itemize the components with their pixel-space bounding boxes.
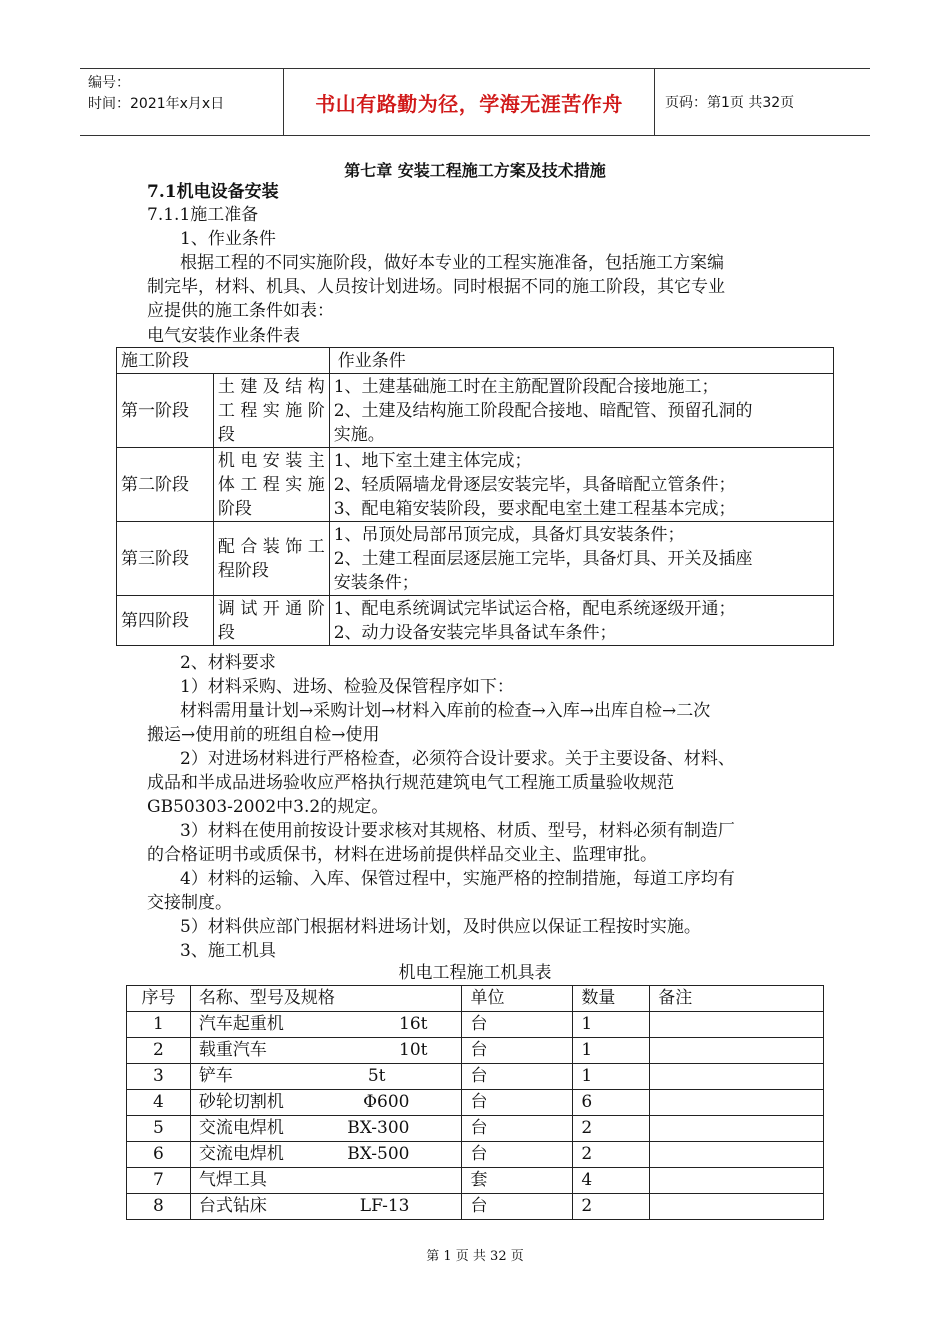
row-spec: 16t	[399, 1014, 428, 1034]
header-note: 备注	[650, 986, 824, 1012]
condition-line: 实施。	[333, 425, 385, 445]
phase-cell	[213, 374, 329, 448]
stage-cell: 第二阶段	[117, 448, 214, 522]
row-spec: BX-300	[347, 1118, 410, 1138]
row-name: 砂轮切割机	[198, 1092, 284, 1112]
header-no: 序号	[127, 986, 191, 1012]
paragraph-line: 的合格证明书或质保书，材料在进场前提供样品交业主、监理审批。	[147, 845, 657, 865]
phase-cell	[213, 448, 329, 522]
row-name: 载重汽车	[198, 1040, 267, 1060]
row-no: 8	[127, 1194, 191, 1220]
condition-line: 3、配电箱安装阶段，要求配电室土建工程基本完成；	[333, 499, 736, 519]
row-note	[650, 1038, 824, 1064]
row-name-spec	[190, 1012, 462, 1038]
paragraph-line: 制完毕，材料、机具、人员按计划进场。同时根据不同的施工阶段，其它专业	[147, 277, 725, 297]
row-spec: 5t	[367, 1066, 386, 1086]
work-conditions-heading: 1、作业条件	[180, 229, 276, 249]
row-name-spec	[190, 1168, 462, 1194]
row-no: 4	[127, 1090, 191, 1116]
chapter-title: 第七章 安装工程施工方案及技术措施	[344, 161, 606, 180]
row-unit: 台	[462, 1116, 573, 1142]
table-row	[127, 1012, 824, 1038]
phase-line: 阶段	[217, 499, 252, 519]
row-name-spec	[190, 1116, 462, 1142]
paragraph-line: 1）材料采购、进场、检验及保管程序如下：	[180, 677, 514, 697]
row-name: 汽车起重机	[198, 1014, 284, 1034]
header-motto: 书山有路勤为径，学海无涯苦作舟	[315, 91, 623, 116]
row-qty: 1	[573, 1038, 650, 1064]
paragraph-line: 交接制度。	[147, 893, 232, 913]
paragraph-line: 成品和半成品进场验收应严格执行规范建筑电气工程施工质量验收规范	[147, 773, 674, 793]
page-header	[80, 68, 870, 136]
row-no: 3	[127, 1064, 191, 1090]
table-header-row	[117, 348, 834, 374]
table-row	[127, 1168, 824, 1194]
stage-cell: 第四阶段	[117, 596, 214, 646]
phase-line: 调试开通阶	[217, 599, 325, 619]
materials-heading: 2、材料要求	[180, 653, 276, 673]
stage-cell: 第一阶段	[117, 374, 214, 448]
row-qty: 2	[573, 1194, 650, 1220]
table-row	[127, 1064, 824, 1090]
paragraph-line: 应提供的施工条件如表：	[147, 301, 334, 321]
phase-line: 体工程实施	[217, 475, 325, 495]
table-row	[127, 1194, 824, 1220]
row-qty: 2	[573, 1142, 650, 1168]
subsection-title: 7.1.1施工准备	[147, 205, 259, 225]
table-row	[117, 596, 834, 646]
conditions-cell	[329, 596, 833, 646]
phase-line: 土建及结构	[217, 377, 325, 397]
stage-cell: 第三阶段	[117, 522, 214, 596]
header-qty: 数量	[573, 986, 650, 1012]
phase-line: 段	[217, 623, 235, 643]
row-unit: 台	[462, 1064, 573, 1090]
condition-line: 2、轻质隔墙龙骨逐层安装完毕，具备暗配立管条件；	[333, 475, 736, 495]
page-footer: 第 1 页 共 32 页	[426, 1249, 524, 1264]
phase-line: 配合装饰工	[217, 537, 325, 557]
phase-cell	[213, 522, 329, 596]
paragraph-line: 根据工程的不同实施阶段，做好本专业的工程实施准备，包括施工方案编	[180, 253, 724, 273]
header-conditions: 作业条件	[329, 348, 833, 374]
row-name-spec	[190, 1194, 462, 1220]
header-stage: 施工阶段	[117, 348, 330, 374]
row-name: 铲车	[198, 1066, 233, 1086]
row-qty: 6	[573, 1090, 650, 1116]
row-no: 2	[127, 1038, 191, 1064]
table-row	[127, 1142, 824, 1168]
row-name-spec	[190, 1090, 462, 1116]
row-name-spec	[190, 1038, 462, 1064]
row-spec: LF-13	[359, 1196, 410, 1216]
header-page-info: 页码：第1页 共32页	[665, 95, 795, 111]
row-spec: BX-500	[347, 1144, 410, 1164]
row-unit: 台	[462, 1090, 573, 1116]
tools-heading: 3、施工机具	[180, 941, 276, 961]
row-unit: 台	[462, 1194, 573, 1220]
header-meta	[80, 69, 283, 135]
row-name: 交流电焊机	[198, 1144, 284, 1164]
conditions-cell	[329, 374, 833, 448]
condition-line: 1、土建基础施工时在主筋配置阶段配合接地施工；	[333, 377, 719, 397]
section-title: 7.1机电设备安装	[147, 182, 279, 202]
row-no: 1	[127, 1012, 191, 1038]
tools-table-title: 机电工程施工机具表	[398, 963, 552, 983]
row-no: 7	[127, 1168, 191, 1194]
row-name-spec	[190, 1064, 462, 1090]
row-note	[650, 1012, 824, 1038]
table-row	[127, 1116, 824, 1142]
condition-line: 1、配电系统调试完毕试运合格，配电系统逐级开通；	[333, 599, 736, 619]
paragraph-line: 5）材料供应部门根据材料进场计划，及时供应以保证工程按时实施。	[180, 917, 701, 937]
row-qty: 2	[573, 1116, 650, 1142]
condition-line: 1、地下室土建主体完成；	[333, 451, 532, 471]
row-qty: 1	[573, 1012, 650, 1038]
paragraph-line: GB50303-2002中3.2的规定。	[147, 797, 389, 817]
paragraph-line: 2）对进场材料进行严格检查，必须符合设计要求。关于主要设备、材料、	[180, 749, 735, 769]
paragraph-line: 3）材料在使用前按设计要求核对其规格、材质、型号，材料必须有制造厂	[180, 821, 735, 841]
table-row	[117, 522, 834, 596]
row-name: 气焊工具	[198, 1170, 267, 1190]
header-motto-cell	[283, 69, 655, 135]
row-qty: 4	[573, 1168, 650, 1194]
tools-table	[126, 985, 824, 1220]
row-note	[650, 1116, 824, 1142]
row-note	[650, 1168, 824, 1194]
header-unit: 单位	[462, 986, 573, 1012]
phase-line: 程阶段	[217, 561, 269, 581]
row-note	[650, 1194, 824, 1220]
table1-caption: 电气安装作业条件表	[147, 326, 300, 346]
row-no: 5	[127, 1116, 191, 1142]
row-unit: 套	[462, 1168, 573, 1194]
header-name: 名称、型号及规格	[190, 986, 462, 1012]
table-header-row	[127, 986, 824, 1012]
row-name: 交流电焊机	[198, 1118, 284, 1138]
condition-line: 2、土建及结构施工阶段配合接地、暗配管、预留孔洞的	[333, 401, 753, 421]
row-spec: Φ600	[363, 1092, 410, 1112]
phase-line: 工程实施阶	[217, 401, 325, 421]
paragraph-line: 4）材料的运输、入库、保管过程中，实施严格的控制措施，每道工序均有	[180, 869, 735, 889]
electrical-conditions-table	[116, 347, 834, 646]
conditions-cell	[329, 448, 833, 522]
row-no: 6	[127, 1142, 191, 1168]
table-row	[117, 448, 834, 522]
condition-line: 安装条件；	[333, 573, 419, 593]
condition-line: 1、吊顶处局部吊顶完成，具备灯具安装条件；	[333, 525, 685, 545]
document-number-label: 编号：	[88, 75, 130, 91]
row-spec: 10t	[399, 1040, 428, 1060]
table-row	[117, 374, 834, 448]
row-note	[650, 1090, 824, 1116]
conditions-cell	[329, 522, 833, 596]
row-note	[650, 1142, 824, 1168]
phase-line: 段	[217, 425, 235, 445]
phase-line: 机电安装主	[217, 451, 325, 471]
table-row	[127, 1038, 824, 1064]
table-row	[127, 1090, 824, 1116]
row-note	[650, 1064, 824, 1090]
row-unit: 台	[462, 1012, 573, 1038]
paragraph-line: 材料需用量计划→采购计划→材料入库前的检查→入库→出库自检→二次	[180, 701, 711, 721]
phase-cell	[213, 596, 329, 646]
row-qty: 1	[573, 1064, 650, 1090]
condition-line: 2、土建工程面层逐层施工完毕，具备灯具、开关及插座	[333, 549, 753, 569]
paragraph-line: 搬运→使用前的班组自检→使用	[147, 725, 380, 745]
row-name-spec	[190, 1142, 462, 1168]
row-name: 台式钻床	[198, 1196, 267, 1216]
condition-line: 2、动力设备安装完毕具备试车条件；	[333, 623, 617, 643]
document-time-label: 时间：2021年x月x日	[88, 96, 225, 112]
row-unit: 台	[462, 1142, 573, 1168]
row-unit: 台	[462, 1038, 573, 1064]
